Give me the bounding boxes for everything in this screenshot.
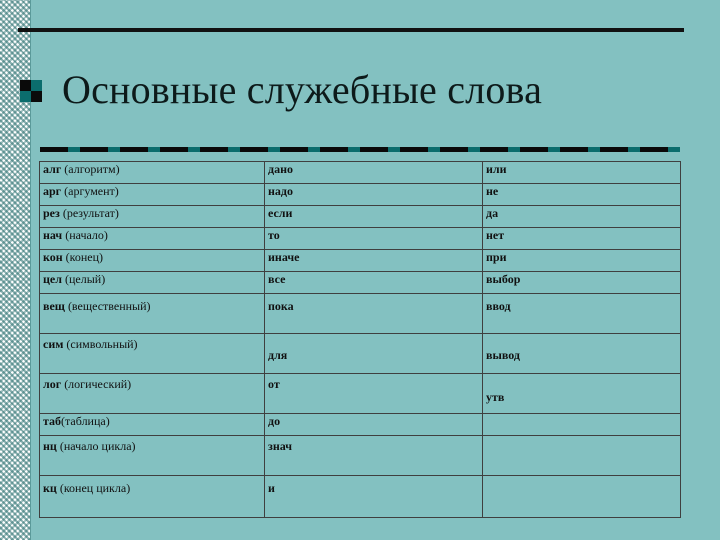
table-row <box>40 206 681 228</box>
keyword: алг <box>43 162 62 176</box>
table-cell: ввод <box>483 294 681 334</box>
keyword: арг <box>43 184 62 198</box>
table-cell: не <box>483 184 681 206</box>
table-cell: или <box>483 162 681 184</box>
table-cell: при <box>483 250 681 272</box>
table-cell: то <box>265 228 483 250</box>
table-cell <box>40 334 265 374</box>
table-cell <box>483 436 681 476</box>
keyword-description: (начало цикла) <box>56 439 136 453</box>
table-row <box>40 476 681 518</box>
keyword: цел <box>43 272 62 286</box>
table-cell: нет <box>483 228 681 250</box>
keyword: кон <box>43 250 63 264</box>
table-cell: если <box>265 206 483 228</box>
keyword-description: (алгоритм) <box>61 162 120 176</box>
table-row <box>40 436 681 476</box>
table-cell <box>40 272 265 294</box>
table-row <box>40 272 681 294</box>
keyword-description: (результат) <box>59 206 119 220</box>
keyword: сим <box>43 337 64 351</box>
table-cell: выбор <box>483 272 681 294</box>
table-cell: и <box>265 476 483 518</box>
table-cell: иначе <box>265 250 483 272</box>
keyword-description: (вещественный) <box>64 299 151 313</box>
table-cell: знач <box>265 436 483 476</box>
table-cell <box>40 162 265 184</box>
dashed-divider <box>40 147 680 152</box>
keyword-description: (логический) <box>61 377 132 391</box>
keyword-description: (аргумент) <box>61 184 119 198</box>
table-cell <box>40 294 265 334</box>
table-cell: дано <box>265 162 483 184</box>
table-cell: для <box>265 334 483 374</box>
table-cell <box>40 184 265 206</box>
keyword-description: (таблица) <box>61 414 110 428</box>
table-cell: пока <box>265 294 483 334</box>
keyword-description: (начало) <box>62 228 108 242</box>
table-row <box>40 250 681 272</box>
table-row <box>40 294 681 334</box>
table-cell <box>40 476 265 518</box>
table-cell <box>40 206 265 228</box>
table-cell: до <box>265 414 483 436</box>
table-row <box>40 374 681 414</box>
top-rule <box>18 28 684 32</box>
keyword-description: (конец) <box>62 250 104 264</box>
table-row <box>40 162 681 184</box>
table-cell: да <box>483 206 681 228</box>
table-cell: утв <box>483 374 681 414</box>
table-cell: вывод <box>483 334 681 374</box>
table-cell <box>40 374 265 414</box>
table-cell <box>483 414 681 436</box>
keyword-description: (конец цикла) <box>56 481 131 495</box>
square-bullet-icon <box>20 80 42 102</box>
table-row <box>40 334 681 374</box>
table-row <box>40 184 681 206</box>
table-cell <box>40 228 265 250</box>
keyword-description: (символьный) <box>63 337 138 351</box>
keyword: таб <box>43 414 62 428</box>
table-cell: надо <box>265 184 483 206</box>
table-cell <box>483 476 681 518</box>
table-cell <box>40 436 265 476</box>
keyword: рез <box>43 206 60 220</box>
table-cell: от <box>265 374 483 414</box>
keyword: вещ <box>43 299 65 313</box>
keyword: нц <box>43 439 57 453</box>
keyword: нач <box>43 228 63 242</box>
table-row <box>40 228 681 250</box>
keyword: кц <box>43 481 57 495</box>
table-cell <box>40 414 265 436</box>
table-cell <box>40 250 265 272</box>
keyword: лог <box>43 377 62 391</box>
table-cell: все <box>265 272 483 294</box>
slide-title: Основные служебные слова <box>62 67 543 112</box>
keyword-description: (целый) <box>61 272 106 286</box>
table-row <box>40 414 681 436</box>
keywords-table <box>39 161 681 518</box>
